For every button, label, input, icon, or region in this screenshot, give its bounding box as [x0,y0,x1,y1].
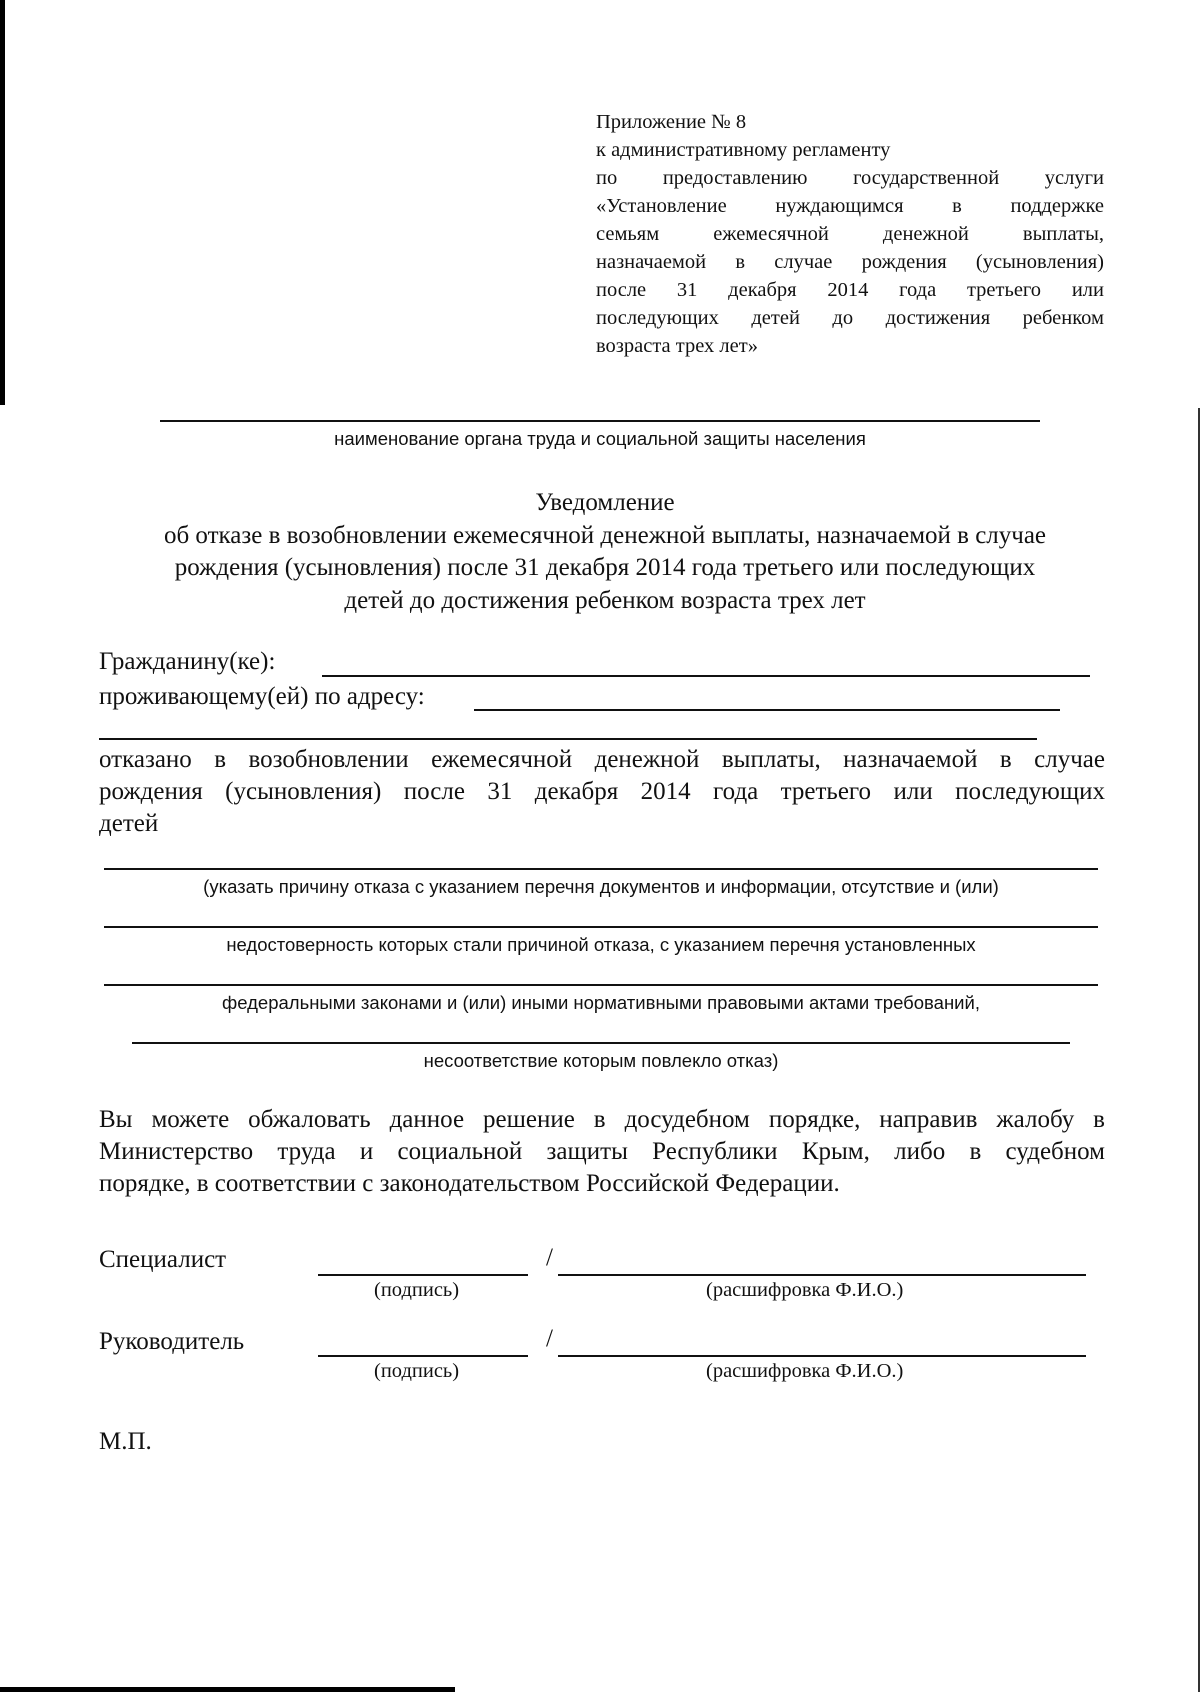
notice-subtitle-line: рождения (усыновления) после 31 декабря 2014 года третьего или последующих [174,554,1036,581]
appendix-line: после 31 декабря 2014 года третьего или [596,279,1104,301]
refusal-line: рождения (усыновления) после 31 декабря 2014 года третьего или последующих [99,778,1105,805]
refusal-line: детей [99,810,159,837]
appeal-line: порядке, в соответствии с законодательством Российской Федерации. [99,1170,840,1197]
refusal-line: отказано в возобновлении ежемесячной денежной выплаты, назначаемой в случае [99,746,1105,773]
appeal-text [99,1104,1105,1200]
specialist-signature-field[interactable] [318,1274,528,1276]
signature-separator: / [546,1325,553,1352]
notice-subtitle-line: об отказе в возобновлении ежемесячной денежной выплаты, назначаемой в случае [163,522,1047,549]
name-caption: (расшифровка Ф.И.О.) [706,1279,904,1301]
reason-line[interactable] [104,984,1098,986]
address-field-continued[interactable] [99,738,1037,740]
specialist-label: Специалист [99,1246,227,1273]
appeal-line: Вы можете обжаловать данное решение в досудебном порядке, направив жалобу в [99,1106,1105,1133]
appendix-line: по предоставлению государственной услуги [596,167,1104,189]
reason-line[interactable] [104,926,1098,928]
appendix-line: к административному регламенту [596,139,891,161]
stamp-label: М.П. [99,1428,152,1455]
appendix-line: последующих детей до достижения ребенком [596,307,1104,329]
appendix-line: Приложение № 8 [596,111,747,133]
specialist-name-field[interactable] [558,1274,1086,1276]
head-label: Руководитель [99,1328,245,1355]
appendix-line: назначаемой в случае рождения (усыновления) [596,251,1104,273]
address-label: проживающему(ей) по адресу: [99,683,425,710]
citizen-name-field[interactable] [322,675,1090,677]
appendix-line: «Установление нуждающимся в поддержке [596,195,1104,217]
address-field[interactable] [474,709,1060,711]
appeal-line: Министерство труда и социальной защиты Республики Крым, либо в судебном [99,1138,1105,1165]
head-name-field[interactable] [558,1355,1086,1357]
organ-name-line[interactable] [160,420,1040,422]
scan-edge-left [0,0,5,405]
citizen-label: Гражданину(ке): [99,648,276,675]
refusal-text [99,744,1105,840]
appendix-line: возраста трех лет» [596,335,758,357]
signature-caption: (подпись) [374,1279,460,1301]
notice-title: Уведомление [535,489,675,516]
reason-caption: (указать причину отказа с указанием перечня документов и информации, отсутствие и (или) [203,876,999,897]
signature-separator: / [546,1244,553,1271]
reason-line[interactable] [132,1042,1070,1044]
scan-edge-bottom [0,1687,455,1692]
appendix-line: семьям ежемесячной денежной выплаты, [596,223,1104,245]
reason-caption: несоответствие которым повлекло отказ) [423,1050,779,1071]
reason-caption: федеральными законами и (или) иными нормативными правовыми актами требований, [222,992,980,1013]
signature-caption: (подпись) [374,1360,460,1382]
head-signature-field[interactable] [318,1355,528,1357]
notice-subtitle-line: детей до достижения ребенком возраста трех лет [344,587,866,614]
reason-caption: недостоверность которых стали причиной отказа, с указанием перечня установленных [226,934,976,955]
appendix-header [596,108,1104,360]
name-caption: (расшифровка Ф.И.О.) [706,1360,904,1382]
organ-caption: наименование органа труда и социальной защиты населения [334,428,866,449]
reason-line[interactable] [104,868,1098,870]
